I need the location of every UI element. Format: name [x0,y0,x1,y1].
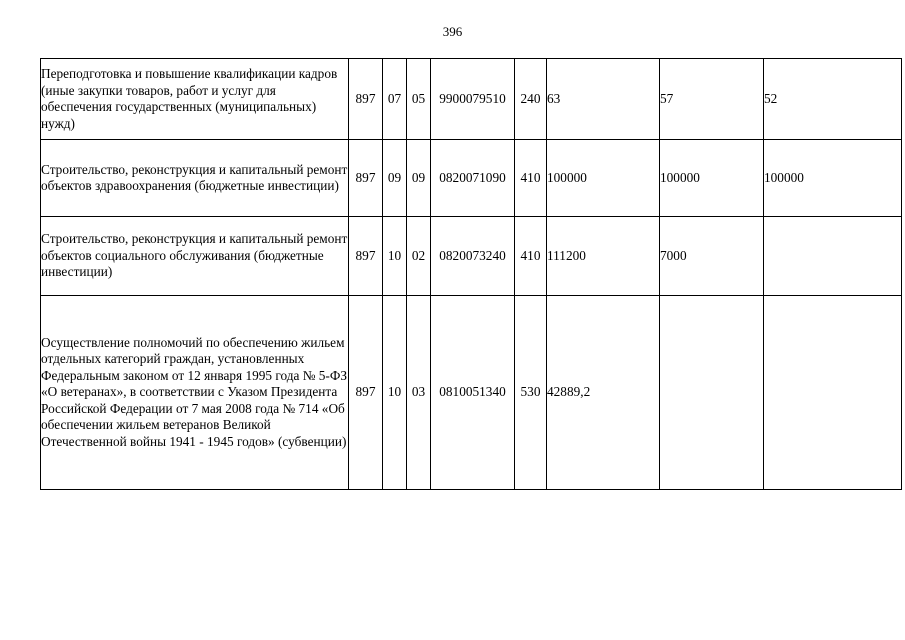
ministry-code: 897 [349,140,383,217]
amount-year-1: 111200 [547,217,660,296]
target-article-code: 0810051340 [431,296,515,490]
table-row [41,217,902,296]
table-row [41,296,902,490]
amount-year-3 [764,217,902,296]
expense-type-code: 410 [515,140,547,217]
section-code: 10 [383,296,407,490]
expense-type-code: 410 [515,217,547,296]
table-row [41,140,902,217]
ministry-code: 897 [349,59,383,140]
amount-year-3 [764,296,902,490]
amount-year-2: 7000 [660,217,764,296]
expense-type-code: 530 [515,296,547,490]
target-article-code: 9900079510 [431,59,515,140]
page-number: 396 [442,24,463,39]
section-code: 09 [383,140,407,217]
section-code: 07 [383,59,407,140]
ministry-code: 897 [349,296,383,490]
row-description: Строительство, реконструкция и капитальный ремонт объектов социального обслуживания (бюджетные инвестиции) [41,217,349,296]
amount-year-3: 100000 [764,140,902,217]
subsection-code: 09 [407,140,431,217]
target-article-code: 0820071090 [431,140,515,217]
subsection-code: 02 [407,217,431,296]
target-article-code: 0820073240 [431,217,515,296]
ministry-code: 897 [349,217,383,296]
budget-table [40,58,902,490]
amount-year-2: 100000 [660,140,764,217]
row-description: Строительство, реконструкция и капитальный ремонт объектов здравоохранения (бюджетные инвестиции) [41,140,349,217]
amount-year-1: 100000 [547,140,660,217]
subsection-code: 03 [407,296,431,490]
subsection-code: 05 [407,59,431,140]
section-code: 10 [383,217,407,296]
amount-year-1: 42889,2 [547,296,660,490]
row-description: Переподготовка и повышение квалификации кадров (иные закупки товаров, работ и услуг для обеспечения государственных (муниципальных) нужд) [41,59,349,140]
amount-year-3: 52 [764,59,902,140]
amount-year-1: 63 [547,59,660,140]
row-description: Осуществление полномочий по обеспечению жильем отдельных категорий граждан, установленных Федеральным законом от 12 января 1995 года № 5-ФЗ «О ветеранах», в соответствии с Указом Президента Российской Федерации от 7 мая 2008 года № 714 «Об обеспечении жильем ветеранов Великой Отечественной войны 1941 - 1945 годов» (субвенции) [41,296,349,490]
amount-year-2 [660,296,764,490]
amount-year-2: 57 [660,59,764,140]
table-row [41,59,902,140]
expense-type-code: 240 [515,59,547,140]
